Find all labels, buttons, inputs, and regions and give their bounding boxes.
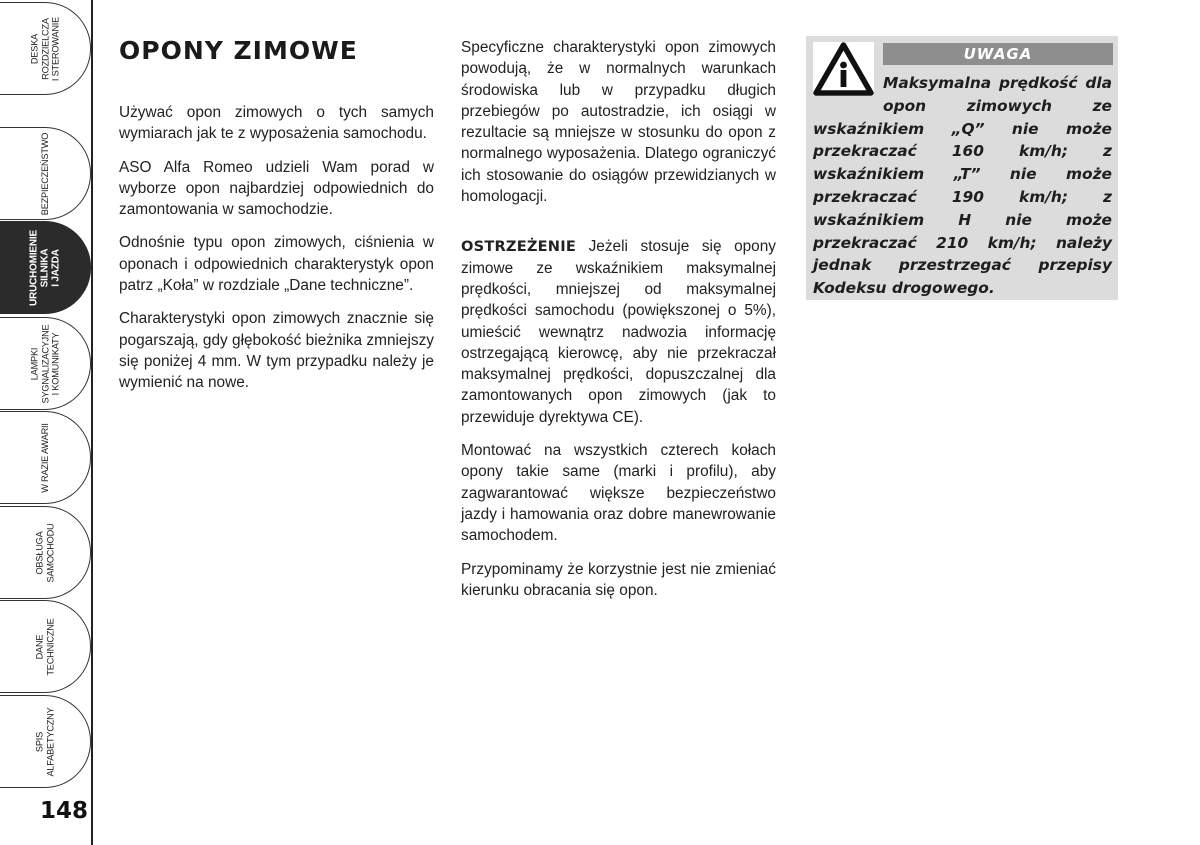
tab-w-razie-awarii[interactable]	[0, 411, 91, 504]
tab-label: SPIS ALFABETYCZNY	[34, 706, 55, 777]
tab-label: DESKA ROZDZIELCZA I STEROWANIE	[29, 16, 61, 81]
paragraph: Charakterystyki opon zimowych znacznie się pogarszają, gdy głębokość bieżnika zmniejszy się poniżej 4 mm. W tym przypadku należy je wymienić na nowe.	[119, 310, 434, 392]
tab-label: W RAZIE AWARII	[39, 422, 50, 493]
sidebar-divider	[91, 0, 93, 845]
tab-label: URUCHOMIENIE SILNIKA I JAZDA	[28, 229, 62, 306]
tab-lampki-sygnalizacyjne[interactable]	[0, 317, 91, 410]
tab-label: LAMPKI SYGNALIZACYJNE I KOMUNIKATY	[29, 324, 61, 403]
paragraph: Używać opon zimowych o tych samych wymiarach jak te z wyposażenia samochodu.	[119, 104, 434, 143]
paragraph: Przypominamy że korzystnie jest nie zmieniać kierunku obracania się opon.	[461, 560, 776, 599]
tab-dane-techniczne[interactable]	[0, 600, 91, 693]
warning-text: Jeżeli stosuje się opony zimowe ze wskaźnikiem maksymalnej prędkości, mniejszej od maksymalnej prędkości samochodu (powiększonej o 5%), umieścić wewnątrz nadwozia informację ostrzegającą kierowcę, aby nie przekraczał maksymalnej prędkości, dopuszczalnej dla zamontowanych opon zimowych (jak to przewiduje dyrektywa CE).	[461, 238, 776, 426]
paragraph: Odnośnie typu opon zimowych, ciśnienia w oponach i odpowiednich charakterystyk opon patrz „Koła” w rozdziale „Dane techniczne”.	[119, 234, 434, 295]
tab-label: DANE TECHNICZNE	[34, 617, 55, 676]
chapter-sidebar	[0, 0, 96, 845]
warning-header: UWAGA	[883, 43, 1113, 65]
spacer	[461, 219, 776, 236]
warning-box	[806, 36, 1118, 300]
paragraph: ASO Alfa Romeo udzieli Wam porad w wyborze opon najbardziej odpowiednich do zamontowania w samochodzie.	[119, 158, 434, 219]
left-column	[119, 36, 434, 406]
page-number: 148	[40, 798, 89, 824]
paragraph: Specyficzne charakterystyki opon zimowych powodują, że w normalnych warunkach środowiska lub w przypadku długich przebiegów po autostradzie, ich osiągi w rezultacie są mniejsze w stosunku do opon z normalnego wyposażenia. Dlatego ograniczyć ich stosowanie do osiągów przewidzianych w homologacji.	[461, 39, 776, 206]
tab-label: OBSŁUGA SAMOCHODU	[34, 523, 55, 582]
tab-bezpieczenstwo[interactable]	[0, 127, 91, 220]
middle-column	[461, 37, 776, 613]
warning-box-text: Maksymalna prędkość dla opon zimowych ze wskaźnikiem „Q” nie może przekraczać 160 km/h; z wskaźnikiem „T” nie może przekraczać 190 km/h; z wskaźnikiem H nie może przekraczać 210 km/h; należy jednak przestrzegać przepisy Kodeksu drogowego.	[813, 74, 1112, 298]
tab-uruchomienie-silnika[interactable]	[0, 221, 91, 314]
warning-lead: OSTRZEŻENIE	[461, 238, 577, 256]
tab-label: BEZPIECZEŃSTWO	[39, 132, 50, 215]
warning-paragraph	[461, 236, 776, 428]
paragraph: Montować na wszystkich czterech kołach opony takie same (marki i profilu), aby zagwarantować większe bezpieczeństwo jazdy i hamowania oraz dobre manewrowanie samochodem.	[461, 442, 776, 545]
tab-obsluga-samochodu[interactable]	[0, 506, 91, 599]
tab-spis-alfabetyczny[interactable]	[0, 695, 91, 788]
tab-deska-rozdzielcza[interactable]	[0, 2, 91, 95]
section-title: OPONY ZIMOWE	[119, 36, 358, 65]
